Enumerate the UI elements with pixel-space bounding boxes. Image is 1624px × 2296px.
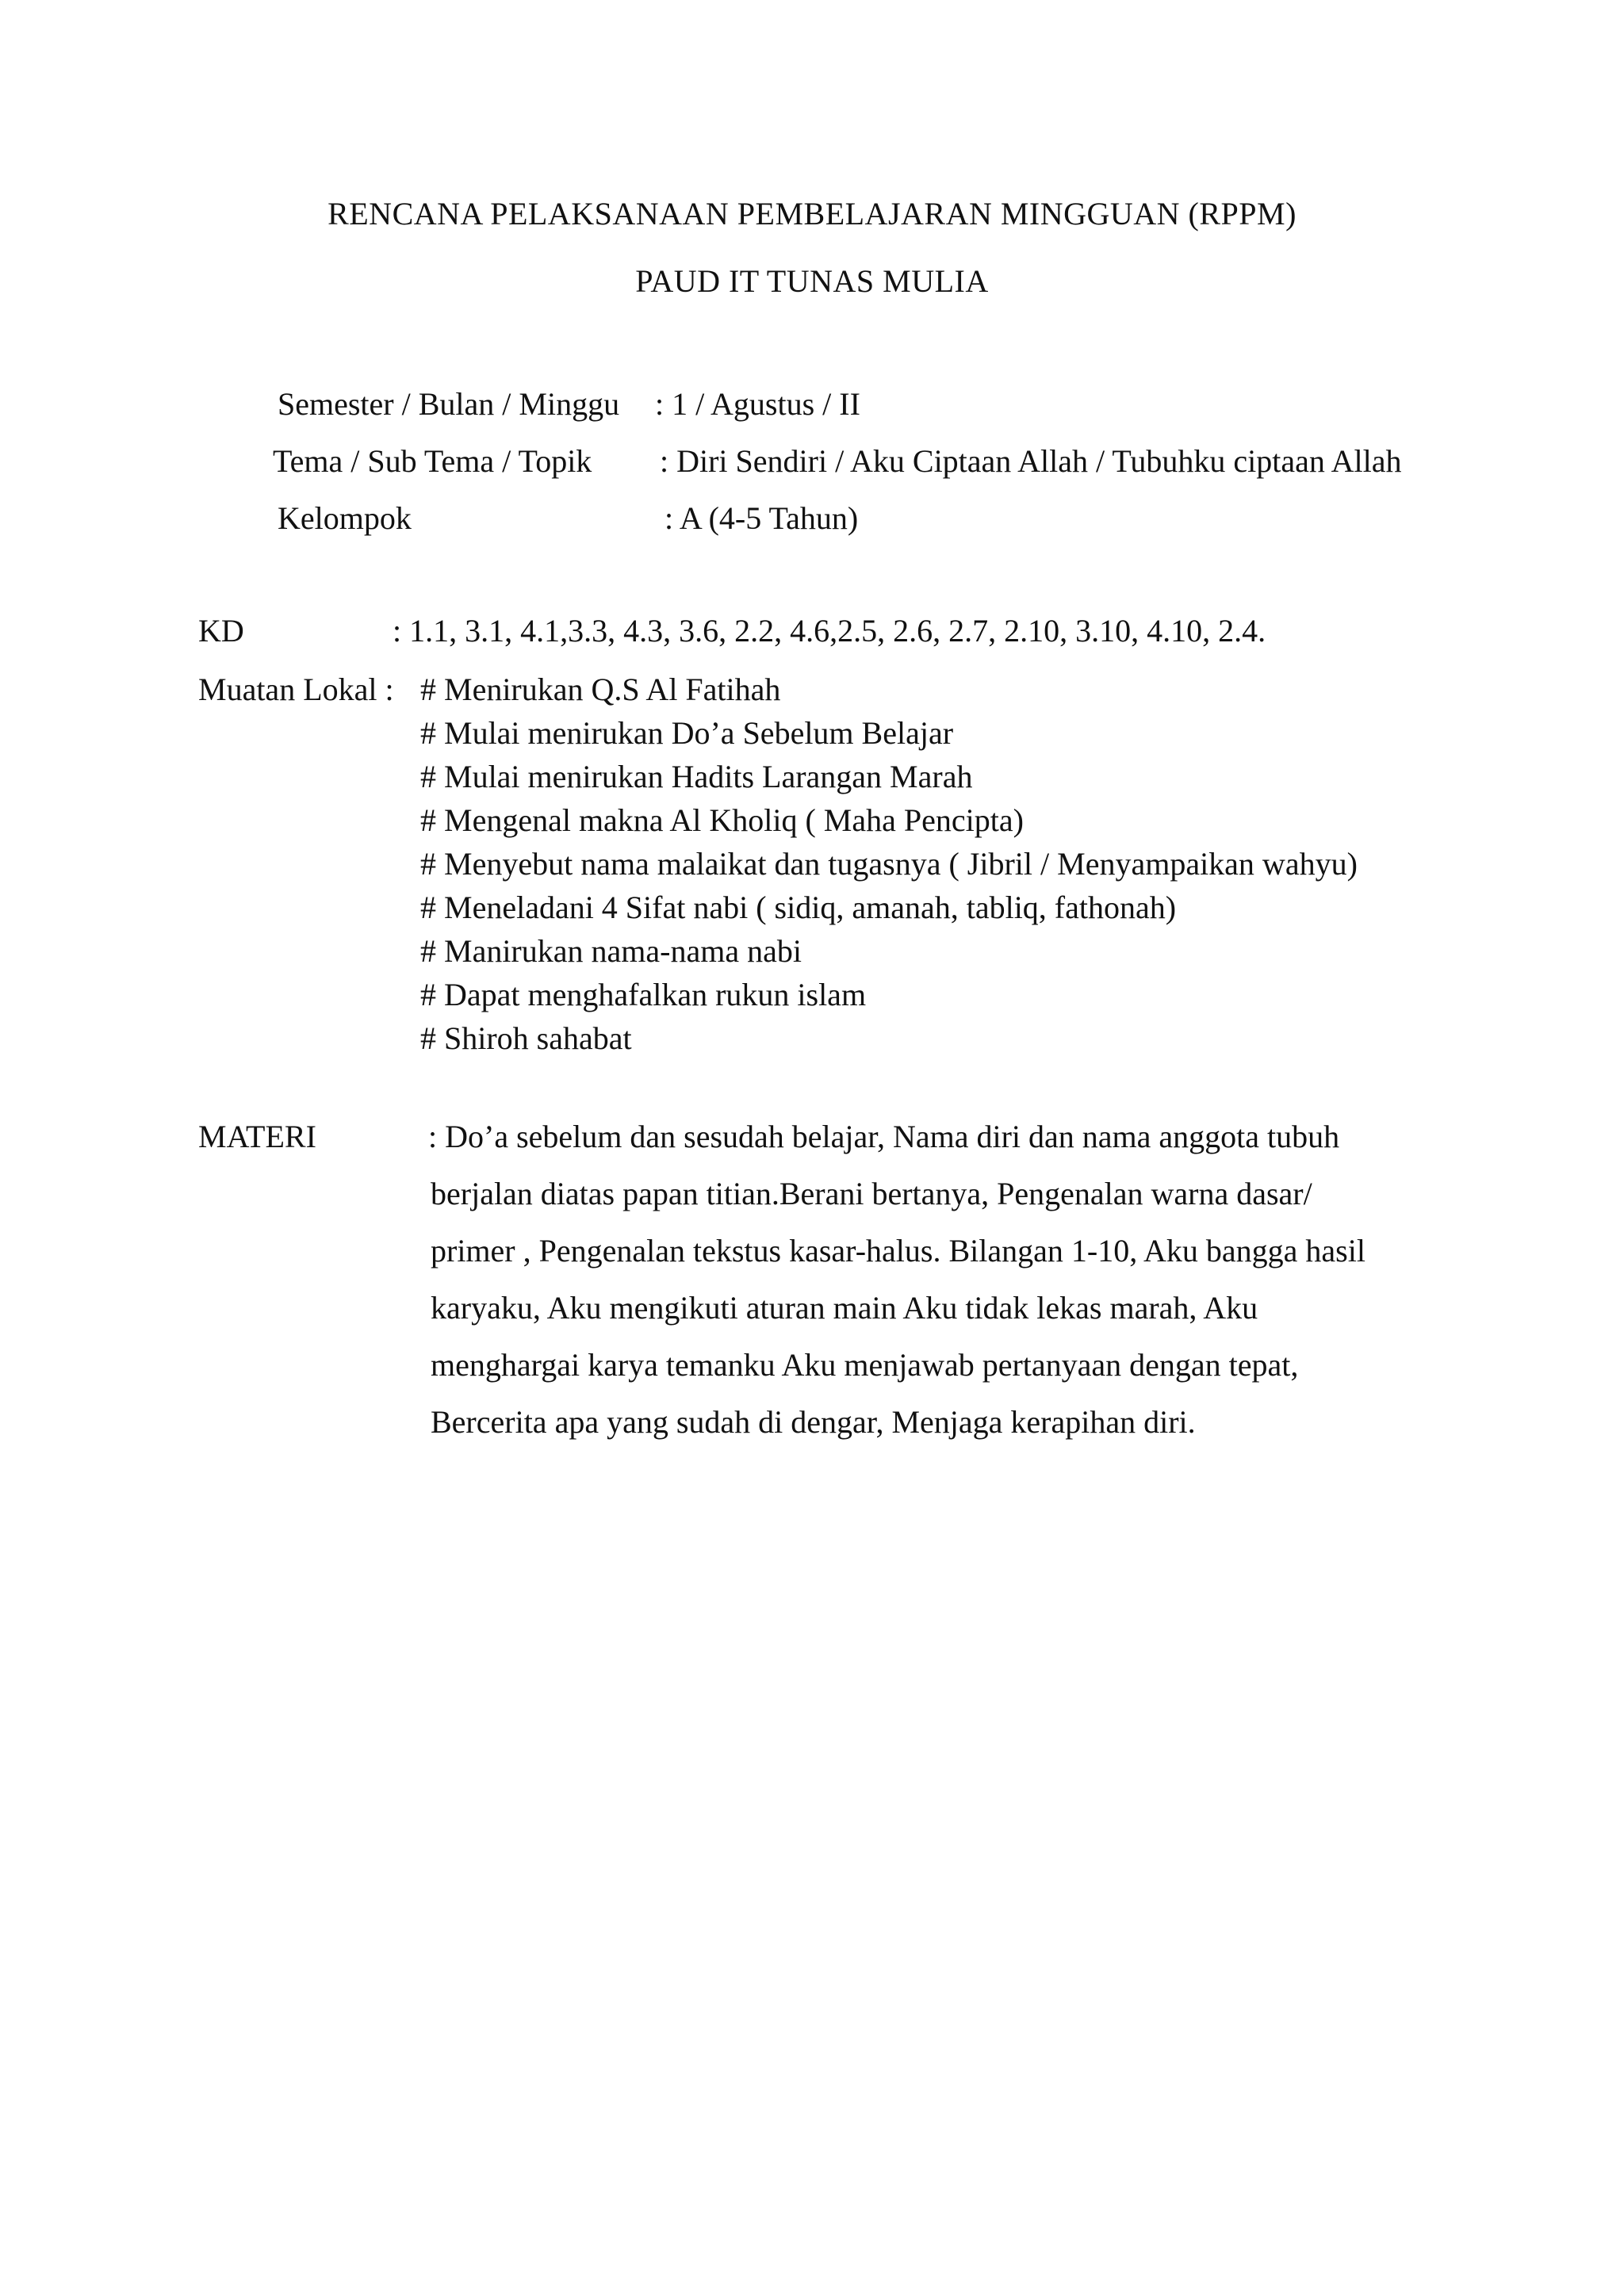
kd-label: KD bbox=[198, 613, 244, 649]
list-item: # Mulai menirukan Hadits Larangan Marah bbox=[420, 759, 973, 794]
materi-line: berjalan diatas papan titian.Berani bertanya, Pengenalan warna dasar/ bbox=[431, 1176, 1312, 1211]
materi-line: Bercerita apa yang sudah di dengar, Menjaga kerapihan diri. bbox=[431, 1404, 1196, 1440]
semester-label: Semester / Bulan / Minggu bbox=[278, 386, 620, 422]
kd-value: : 1.1, 3.1, 4.1,3.3, 4.3, 3.6, 2.2, 4.6,2.5, 2.6, 2.7, 2.10, 3.10, 4.10, 2.4. bbox=[393, 613, 1266, 649]
materi-line: primer , Pengenalan tekstus kasar-halus. Bilangan 1-10, Aku bangga hasil bbox=[431, 1233, 1365, 1269]
list-item: # Manirukan nama-nama nabi bbox=[420, 933, 802, 969]
materi-label: MATERI bbox=[198, 1119, 316, 1154]
materi-line: menghargai karya temanku Aku menjawab pertanyaan dengan tepat, bbox=[431, 1347, 1299, 1383]
school-name: PAUD IT TUNAS MULIA bbox=[635, 263, 989, 299]
list-item: # Menyebut nama malaikat dan tugasnya ( Jibril / Menyampaikan wahyu) bbox=[420, 846, 1358, 882]
tema-value: : Diri Sendiri / Aku Ciptaan Allah / Tubuhku ciptaan Allah bbox=[660, 443, 1402, 479]
tema-label: Tema / Sub Tema / Topik bbox=[273, 443, 592, 479]
semester-value: : 1 / Agustus / II bbox=[655, 386, 860, 422]
list-item: # Mulai menirukan Do’a Sebelum Belajar bbox=[420, 715, 954, 751]
kelompok-label: Kelompok bbox=[278, 500, 412, 536]
list-item: # Menirukan Q.S Al Fatihah bbox=[420, 672, 781, 707]
muatan-lokal-label: Muatan Lokal : bbox=[198, 672, 394, 707]
document-title: RENCANA PELAKSANAAN PEMBELAJARAN MINGGUAN (RPPM) bbox=[327, 196, 1297, 232]
kelompok-value: : A (4-5 Tahun) bbox=[665, 500, 859, 536]
list-item: # Mengenal makna Al Kholiq ( Maha Pencipta) bbox=[420, 802, 1024, 838]
list-item: # Dapat menghafalkan rukun islam bbox=[420, 977, 867, 1012]
list-item: # Meneladani 4 Sifat nabi ( sidiq, amanah, tabliq, fathonah) bbox=[420, 890, 1177, 925]
materi-line: : Do’a sebelum dan sesudah belajar, Nama diri dan nama anggota tubuh bbox=[428, 1119, 1340, 1154]
list-item: # Shiroh sahabat bbox=[420, 1020, 632, 1056]
materi-line: karyaku, Aku mengikuti aturan main Aku tidak lekas marah, Aku bbox=[431, 1290, 1258, 1326]
